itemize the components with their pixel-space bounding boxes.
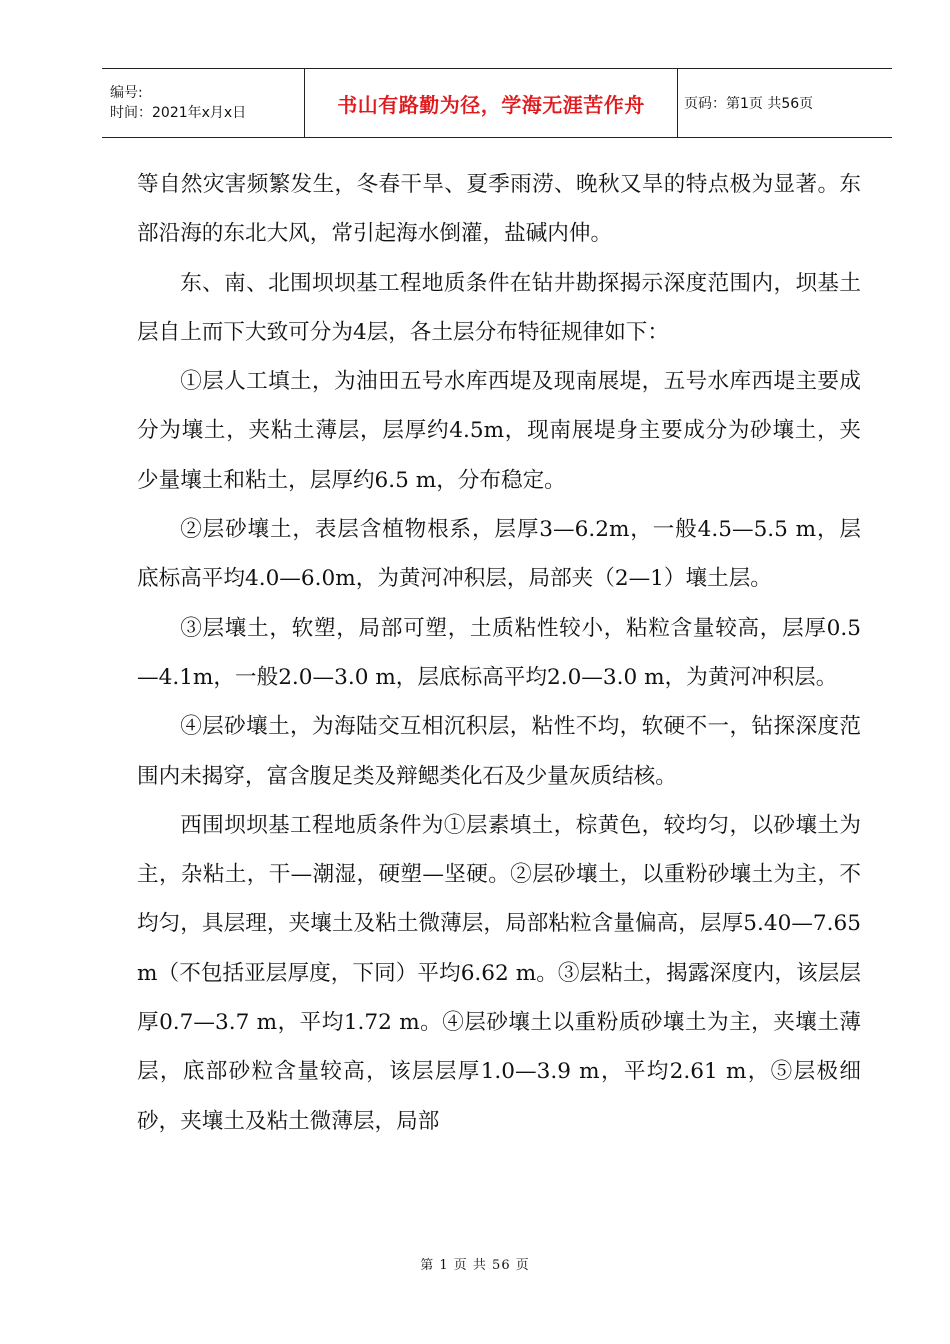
- paragraph-layer-4: ④层砂壤土，为海陆交互相沉积层，粘性不均，软硬不一，钻探深度范围内未揭穿，富含腹足类及辩鳃类化石及少量灰质结核。: [137, 714, 861, 789]
- paragraph-layer-3: ③层壤土，软塑，局部可塑，土质粘性较小，粘粒含量较高，层厚0.5—4.1m，一般2.0—3.0 m，层底标高平均2.0—3.0 m，为黄河冲积层。: [137, 615, 861, 690]
- paragraph-continuation: 等自然灾害频繁发生，冬春干旱、夏季雨涝、晚秋又旱的特点极为显著。东部沿海的东北大风，常引起海水倒灌，盐碱内伸。: [137, 172, 861, 247]
- document-time-label: 时间：2021年x月x日: [110, 105, 247, 121]
- paragraph-layer-1: ①层人工填土，为油田五号水库西堤及现南展堤，五号水库西堤主要成分为壤土，夹粘土薄层，层厚约4.5m，现南展堤身主要成分为砂壤土，夹少量壤土和粘土，层厚约6.5 m，分布稳定。: [137, 369, 861, 493]
- paragraph-layer-2: ②层砂壤土，表层含植物根系，层厚3—6.2m，一般4.5—5.5 m，层底标高平均4.0—6.0m，为黄河冲积层，局部夹（2—1）壤土层。: [137, 517, 861, 592]
- page-footer: [0, 1254, 950, 1273]
- paragraph-west-dam: 西围坝坝基工程地质条件为①层素填土，棕黄色，较均匀，以砂壤土为主，杂粘土，干—潮湿，硬塑—坚硬。②层砂壤土，以重粉砂壤土为主，不均匀，具层理，夹壤土及粘土微薄层，局部粘粒含量偏高，层厚5.40—7.65 m（不包括亚层厚度，下同）平均6.62 m。③层粘土，揭露深度内，该层层厚0.7—3.7 m，平均1.72 m。④层砂壤土以重粉质砂壤土为主，夹壤土薄层，底部砂粒含量较高，该层层厚1.0—3.9 m，平均2.61 m，⑤层极细砂，夹壤土及粘土微薄层，局部: [137, 812, 861, 1134]
- page-header: [102, 68, 892, 138]
- paragraph-dam-overview: 东、南、北围坝坝基工程地质条件在钻井勘探揭示深度范围内，坝基土层自上而下大致可分为4层，各土层分布特征规律如下：: [137, 270, 861, 345]
- footer-page-number: 第 1 页 共 56 页: [420, 1258, 530, 1273]
- document-body: [137, 160, 861, 1146]
- header-motto: [304, 69, 678, 137]
- motto-text: 书山有路勤为径，学海无涯苦作舟: [337, 92, 645, 117]
- page-info-text: 页码：第1页 共56页: [684, 96, 814, 112]
- header-meta: [102, 69, 304, 137]
- header-page-info: [678, 69, 892, 137]
- document-number-label: 编号:: [110, 85, 143, 101]
